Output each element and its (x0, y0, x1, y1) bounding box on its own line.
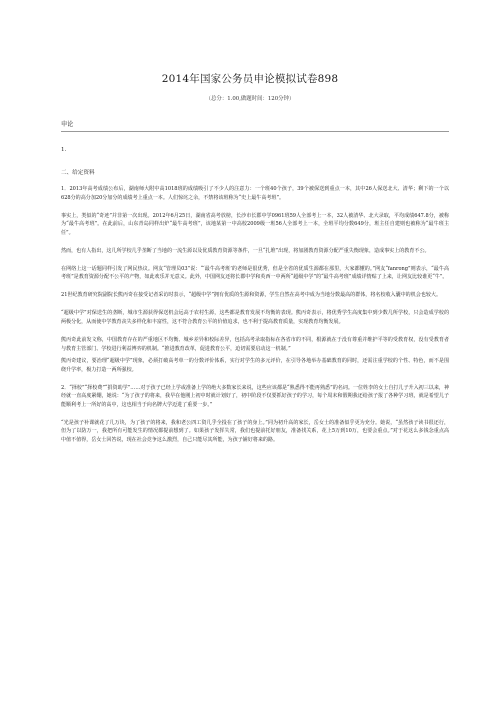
material-body (61, 185, 449, 454)
paragraph-3: 然而，也有人指出，这几所学校几乎垄断了当地的一流生源以及优质教育资源等条件，一旦“扎堆”出现，将加剧教育资源分配严重失衡现象，造成事实上的教育不公。 (61, 247, 430, 254)
exam-meta: （总分：1.00,做题时间：120分钟） (205, 96, 295, 102)
question-number: 1. (61, 147, 67, 153)
page-title: 2014年国家公务员申论模拟试卷898 (161, 73, 339, 85)
paragraph-6: “超级中学”对保送生的垄断，城市生源获得保送机会远高于农村生源，这些都是教育发展不均衡的表现。熊丙奇表示，将优秀学生高度集中到少数几所学校，只会造成学校的两极分化，从而使中学教育丧失多样化和丰富性，这不符合教育公平的价值追求，也不利于提高教育质量，实现教育均衡发展。 (61, 310, 449, 325)
section-divider (61, 131, 449, 132)
given-materials-heading: 二、给定资料 (61, 170, 95, 176)
paragraph-1: 1．2013年高考成绩公布后，湖南师大附中高1018班的成绩吸引了不少人的注意力：一个班40个孩子，39个被保送到重点一本，其中26人保送北大、清华；剩下的一个以628分的高分加20分加分的成绩考上重点一本。人们惊诧之余，不禁将该班称为“史上最牛高考班”。 (61, 186, 449, 201)
paragraph-10: “光是孩子补课就花了几万块，为了孩子的将来，我和老公四工资几乎全投在了孩子的身上。”同为初升高的家长，岳女士的准备似乎更为充分。她说，“虽然孩子读书很还行，但为了以防万一，我把所有可能发生的情况都提前想到了。如果孩子发挥失常，我们也提前托好朋友，准备找关系，花上5万到10万，也要会重点。”对于花这么多钱念重点高中值不值得，岳女士回答说，现在社会竞争这么激烈，自己只能尽其所能，为孩子铺好将来的路。 (61, 419, 449, 443)
section-label: 申论 (61, 121, 74, 128)
paragraph-2: 事实上，类似的“奇迹”并非第一次出现。2012年6月25日，湖南省高考放榜，长沙市长郡中学0961班59人全部考上一本，32人被清华、北大录取，平均成绩647.8分，被称为“最牛高考班”。在此前后，山东青岛同样出炉“最牛高考班”，该地某第一中高校2009级一班56人全部考上一本，全班平均分数649分，班主任自建则也被称为“最牛班主任”。 (61, 212, 449, 236)
paragraph-8: 熊丙奇建议，要治理“超级中学”现象，必须打破高考单一的分数评价体系，实行对学生的多元评价，在引导各地举办基础教育的同时，还需注重学校的个性、特色，而不是围绕升学率，极力打造一两所强校。 (61, 358, 449, 373)
paragraph-7: 熊丙奇此前发文称，中国教育存在的严重地区不均衡、城乡差异和校际差异，包括高考录取指标在各省市的不同，根源就在于没有尊重并维护平等的受教育权，没有受教育者与教育主管部门、学校进行利益博弈的机制。“推进教育改革，促进教育公平，迫切需要启动这一机制。” (61, 337, 449, 352)
paragraph-9: 2．“择校”“择校费”“捐资助学”……对于孩子已经上学或准备上学的绝大多数家长来说，这些应该都是“熟悉得不能再熟悉”的名词。一位姓李的女士自打儿子升入初三以来，神经就一直高度紧绷，她说：“为了孩子的将来，我早在他刚上初中时就计划好了，初中阶段不仅要抓好孩子的学习，每个周末和假期我还给孩子报了各种学习班，就是希望儿子能顺利考上一所好的高中，这也相当于向名牌大学迈进了重要一步。” (61, 384, 449, 408)
paragraph-5: 21世纪教育研究院副院长熊丙奇在接受记者采访时表示，“超级中学”拥有优质的生源和资源，学生自然在高考中成为当地分数最高的群体，将名校收入囊中的机会也较大。 (61, 292, 442, 299)
paragraph-4: 在网络上这一话题同样引发了网民热议。网友“管理员03”说：“‘最牛高考班’的老师是很优秀，但是全省的优质生源都在那里，大家都懂的。”网友“fanrong”则表示，“最牛高考班”是教育资源分配不公平的产物，如此欢乐并无意义。此外，中国网友还将长郡中学和英西一中两所“超级中学”的“最牛高考班”成绩详情贴了上来，让网友比较谁更“牛”。 (61, 265, 449, 281)
